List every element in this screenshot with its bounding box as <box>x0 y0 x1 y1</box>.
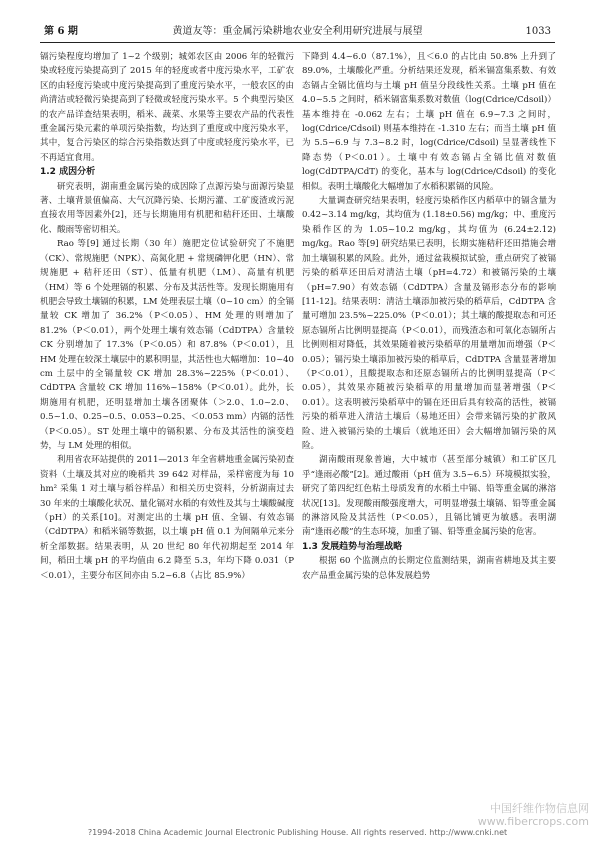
left-column <box>40 50 294 820</box>
running-title: 黄道友等：重金属污染耕地农业安全利用研究进展与展望 <box>172 26 423 37</box>
paragraph: 下降到 4.4~6.0（87.1%），且＜6.0 的占比由 50.8% 上升到了 89.0%，土壤酸化严重。分析结果还发现，稻米镉富集系数、有效态镉占全镉比值均与土壤 pH 值呈分段线性关系。土壤 pH 值在 4.0~5.5 之间时，稻米镉富集系数对数值（log(Cdrice/Cdsoil)）基本维持在 -0.062 左右；土壤 pH 值在 6.9~7.3 之间时，log(Cdrice/Cdsoil) 则基本维持在 -1.310 左右；而当土壤 pH 值为 5.5~6.9 与 7.3~8.2 时，log(Cdrice/Cdsoil) 呈显著线性下降态势（P＜0.01）。土壤中有效态镉占全镉比值对数值 log(CdDTPA/CdT) 的变化，基本与 log(Cdrice/Cdsoil) 的变化相似。表明土壤酸化大幅增加了水稻积累镉的风险。 <box>302 52 556 192</box>
watermark-line: 中国纤维作物信息网 <box>490 802 589 815</box>
section-heading-1-2: 1.2 成因分析 <box>40 167 96 178</box>
paragraph: 利用省农环站提供的 2011—2013 年全省耕地重金属污染初查资料（土壤及其对应的晚稻共 39 642 对样品，采样密度为每 10 hm² 采集 1 对土壤与稻谷样品）和相关历史资料，分析湖南过去 30 年来的土壤酸化状况、量化镉对水稻的有效性及其与土壤酸碱度（pH）的关系[10]。对测定出的土壤 pH 值、全镉、有效态镉（CdDTPA）和稻米镉等数据，以土壤 pH 值 0.1 为间隔单元来分析全部数据。结果表明，从 20 世纪 80 年代初期起至 2014 年间，稻田土壤 pH 的平均值由 6.2 降至 5.3，年均下降 0.031（P＜0.01），主要分布区间亦由 5.2~6.8（占比 85.9%） <box>40 455 294 581</box>
paragraph: 根据 60 个监测点的长期定位监测结果，湖南省耕地及其主要农产品重金属污染的总体发展趋势 <box>302 556 556 581</box>
running-header <box>40 24 555 43</box>
section-heading-1-3: 1.3 发展趋势与治理战略 <box>302 541 403 552</box>
right-column <box>302 50 556 820</box>
paragraph: 镉污染程度均增加了 1~2 个级别；城郊农区由 2006 年的轻微污染或轻度污染提高到了 2015 年的轻度或者中度污染水平，工矿农区的由轻度污染或中度污染提高到了重度污染水平，一般农区的由尚清洁或轻微污染提高到了轻微或轻度污染水平。5 个典型污染区的农产品详查结果表明，稻米、蔬菜、水果等主要农产品的代表性重金属污染元素的单项污染指数，均达到了重度或中度污染水平，其中，复合污染区的综合污染指数达到了中度或轻度污染水平，已不再适宜食用。 <box>40 52 294 163</box>
paragraph: Rao 等[9] 通过长期（30 年）施肥定位试验研究了不施肥（CK）、常规施肥（NPK）、高氮化肥 + 常规磷钾化肥（HN）、常规施肥 + 秸秆还田（ST）、低量有机肥（LM）、高量有机肥（HM）等 6 个处理镉的积累、分布及其活性等。发现长期施用有机肥会导致土壤镉的积累，LM 处理表层土壤（0~10 cm）的全镉量较 CK 增加了 36.2%（P＜0.05）、HM 处理的则增加了 81.2%（P＜0.01），两个处理土壤有效态镉（CdDTPA）含量较 CK 分别增加了 17.3%（P＜0.05）和 87.8%（P＜0.01），且 HM 处理在较深土壤层中的累积明显，其活性也大幅增加：10~40 cm 土层中的全镉量较 CK 增加 28.3%~225%（P＜0.01）、CdDTPA 含量较 CK 增加 116%~158%（P＜0.01）。此外，长期施用有机肥，还明显增加土壤各团聚体（＞2.0、1.0~2.0、0.5~1.0、0.25~0.5、0.053~0.25、＜0.053 mm）内镉的活性（P＜0.05）。ST 处理土壤中的镉积累、分布及其活性的演变趋势，与 LM 处理的相似。 <box>40 239 294 451</box>
site-watermark <box>478 802 589 828</box>
copyright-footer: ?1994-2018 China Academic Journal Electronic Publishing House. All rights reserved. http://www.cnki.net <box>87 828 508 837</box>
issue-number: 第 6 期 <box>44 26 78 37</box>
paragraph: 大量调查研究结果表明，轻度污染稻作区内稻草中的镉含量为 0.42~3.14 mg/kg，其均值为 (1.18±0.56) mg/kg；中、重度污染稻作区的为 1.05~10.2 mg/kg，其均值为 (6.24±2.12) mg/kg。Rao 等[9] 研究结果已表明，长期实施秸秆还田措施会增加土壤镉积累的风险。此外，通过盆栽模拟试验，重点研究了被镉污染的稻草还田后对清洁土壤（pH=4.72）和被镉污染的土壤（pH=7.90）有效态镉（CdDTPA）含量及镉形态分布的影响[11-12]。结果表明：清洁土壤添加被污染的稻草后，CdDTPA 含量可增加 23.5%~225.0%（P＜0.01）；其土壤的酸提取态和可还原态镉所占比例明显提高（P＜0.01），而残渣态和可氧化态镉所占比例则相对降低，其效果随着被污染稻草的用量增加而增强（P＜0.05）；镉污染土壤添加被污染的稻草后，CdDTPA 含量显著增加（P＜0.01），且酸提取态和还原态镉所占的比例明显提高（P＜0.05），其效果亦随被污染稻草的用量增加而显著增强（P＜0.01）。这表明被污染稻草中的镉在还田后具有较高的活性，被镉污染的稻草进入清洁土壤后（易地还田）会带来镉污染的扩散风险、进入被镉污染的土壤后（就地还田）会大幅增加镉污染的风险。 <box>302 196 556 451</box>
watermark-line: www.fibercrops.com <box>477 815 589 828</box>
paragraph: 研究表明，湖南重金属污染的成因除了点源污染与面源污染显著、土壤背景值偏高、大气沉降污染、长期污灌、工矿废渣或污泥直接农用等因素外[2]，还与长期施用有机肥和秸秆还田、土壤酸化、酸雨等密切相关。 <box>40 181 294 235</box>
page-number: 1033 <box>525 26 551 37</box>
paragraph: 湖南酸雨现象普遍，大中城市（甚至部分城镇）和工矿区几乎“逢雨必酸”[2]。通过酸雨（pH 值为 3.5~6.5）环境模拟实验，研究了第四纪红色粘土母质发育的水稻土中镉、铅等重金属的淋溶状况[13]。发现酸雨酸强度增大，可明显增强土壤镉、铅等重金属的淋溶风险及其活性（P＜0.05），且镉比铺更为敏感。表明湖南“逢雨必酸”的生态环境，加重了镉、铅等重金属污染的危害。 <box>302 455 556 538</box>
